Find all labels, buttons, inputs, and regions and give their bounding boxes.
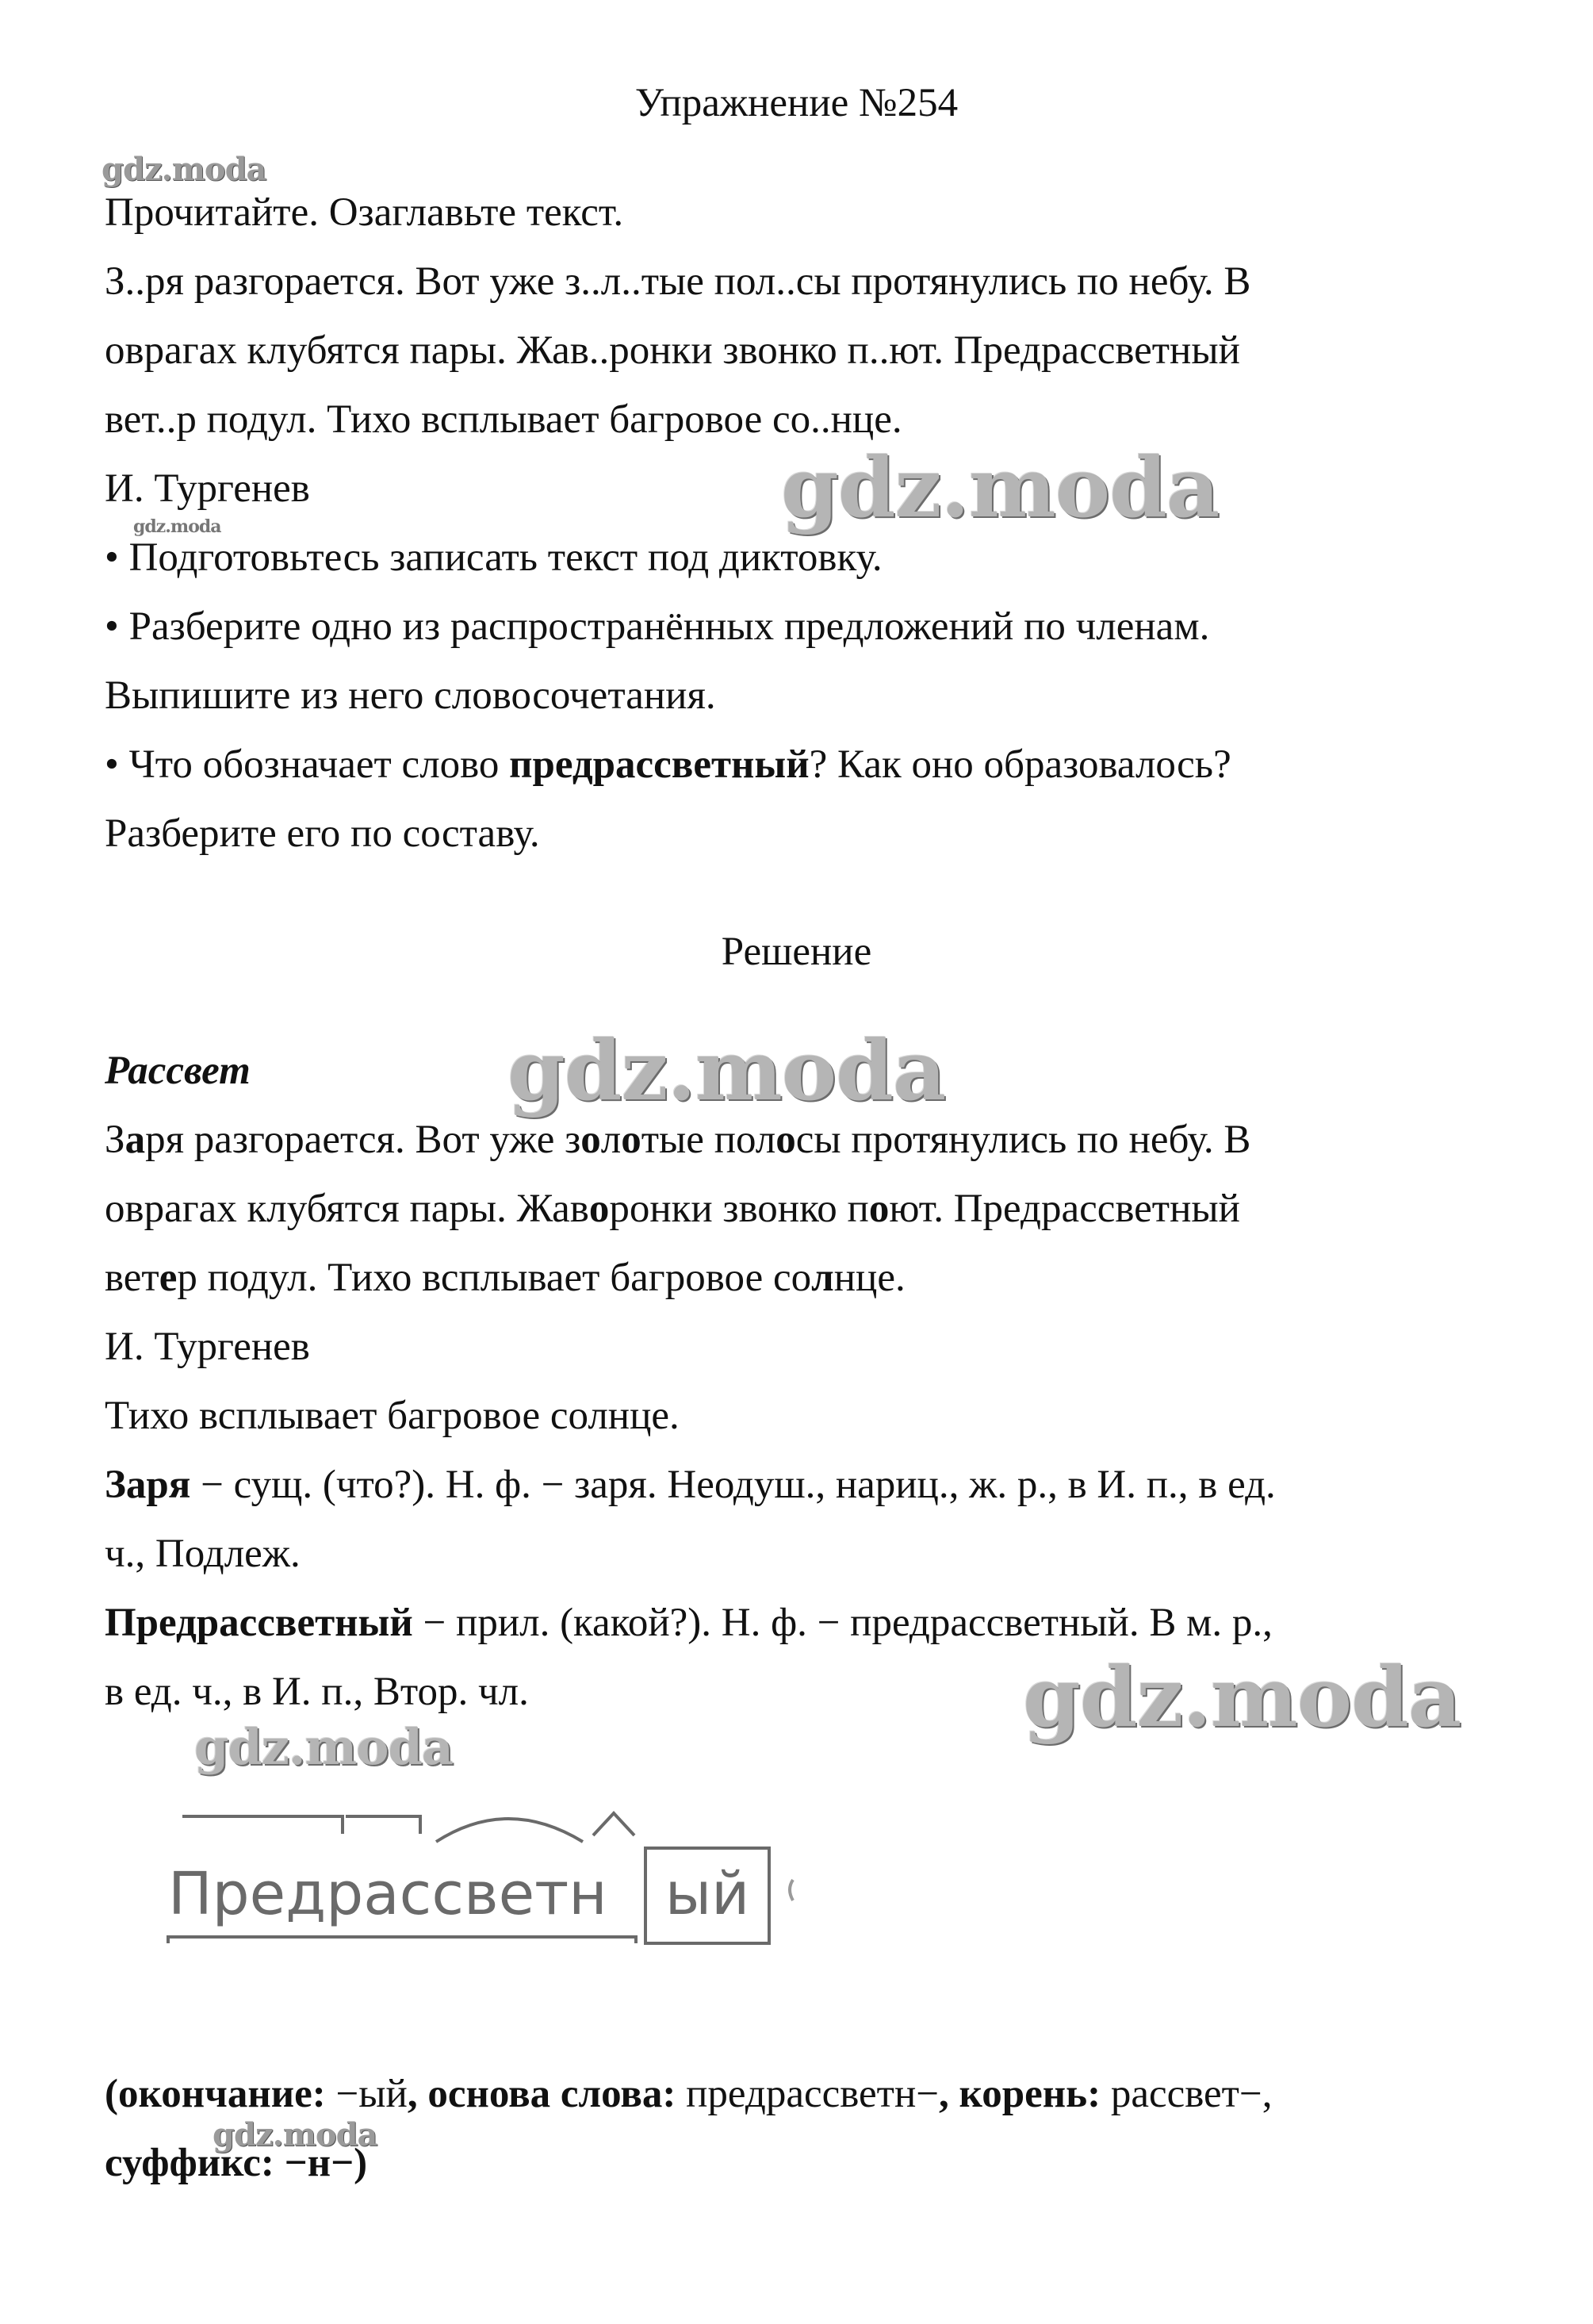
text-run: о [588, 1187, 610, 1231]
watermark-large: gdz.moda [781, 439, 1220, 536]
text-run: а [124, 1118, 146, 1162]
watermark-small: gdz.moda [213, 2116, 377, 2153]
morpheme-diagram [159, 1801, 809, 1943]
bracket-mark [790, 1880, 793, 1900]
task-word-question-pre: • Что обозначает слово [105, 742, 510, 787]
pred-analysis [105, 1599, 1500, 1647]
text-run: рассвет−, [1101, 2072, 1273, 2116]
morpheme-stem: Предрассветн [168, 1860, 607, 1928]
watermark-large: gdz.moda [1023, 1648, 1461, 1746]
solution-heading: Решение [721, 930, 872, 974]
text-run: З [105, 1118, 125, 1162]
watermark-medium: gdz.moda [194, 1718, 453, 1776]
text-run: о [775, 1118, 796, 1162]
prefix-mark [346, 1816, 420, 1834]
exercise-author: И. Тургенев [105, 466, 310, 511]
exercise-text-line: оврагах клубятся пары. Жав..ронки звонко п..ют. Предрассветный [105, 328, 1240, 373]
text-run: р подул. Тихо всплывает багровое со [177, 1256, 812, 1300]
task-word-question-post: ? Как оно образовалось? [809, 742, 1231, 787]
zarya-word: Заря [105, 1463, 191, 1507]
pred-desc: − прил. (какой?). Н. ф. − предрассветный. В м. р., [412, 1601, 1273, 1645]
text-run: о [621, 1118, 641, 1162]
pred-analysis-line2: в ед. ч., в И. п., Втор. чл. [105, 1670, 529, 1714]
solution-text-line [105, 1116, 1500, 1164]
text-run: предрассветн− [676, 2072, 939, 2116]
solution-title: Рассвет [105, 1049, 251, 1093]
exercise-text-line: вет..р подул. Тихо всплывает багровое со..нце. [105, 397, 902, 442]
task-word-question-line2: Разберите его по составу. [105, 811, 540, 856]
stem-mark [168, 1937, 636, 1943]
text-run: нце. [833, 1256, 906, 1300]
text-run: ют. Предрассветный [889, 1187, 1240, 1231]
task-word-bold: предрассветный [509, 742, 810, 787]
watermark-large: gdz.moda [507, 1022, 946, 1119]
text-run: л [811, 1256, 834, 1300]
solution-text-line [105, 1254, 1500, 1302]
pred-word: Предрассветный [105, 1601, 413, 1645]
text-run: оврагах клубятся пары. Жав [105, 1187, 589, 1231]
text-run: −н−) [274, 2141, 368, 2185]
text-run: сы протянулись по небу. В [795, 1118, 1251, 1162]
parse-result-line [105, 2070, 1500, 2118]
text-run: суффикс: [105, 2141, 274, 2185]
text-run: вет [105, 1256, 159, 1300]
root-mark [436, 1819, 583, 1842]
solution-sentence: Тихо всплывает багровое солнце. [105, 1394, 680, 1438]
exercise-title: Упражнение №254 [634, 81, 959, 125]
exercise-instruction: Прочитайте. Озаглавьте текст. [105, 190, 624, 235]
text-run: −ый [325, 2072, 408, 2116]
watermark-tiny: gdz.moda [133, 516, 221, 537]
text-run: тые пол [641, 1118, 776, 1162]
zarya-analysis [105, 1461, 1500, 1509]
text-run: е [159, 1256, 178, 1300]
watermark-small: gdz.moda [101, 151, 266, 188]
morpheme-ending: ый [644, 1847, 771, 1945]
prefix-mark [182, 1816, 343, 1834]
task-parse-line: • Разберите одно из распространённых предложений по членам. [105, 604, 1210, 649]
text-run: , корень: [939, 2072, 1101, 2116]
text-run: , основа слова: [407, 2072, 676, 2116]
text-run: л [600, 1118, 622, 1162]
solution-author: И. Тургенев [105, 1325, 310, 1369]
task-parse-line: Выпишите из него словосочетания. [105, 673, 716, 718]
solution-text-line [105, 1185, 1500, 1233]
exercise-text-line: З..ря разгорается. Вот уже з..л..тые пол..сы протянулись по небу. В [105, 259, 1251, 304]
parse-result-line [105, 2139, 1500, 2187]
task-word-question [105, 741, 1500, 788]
text-run: ря разгорается. Вот уже з [145, 1118, 581, 1162]
suffix-mark [593, 1813, 634, 1835]
text-run: о [580, 1118, 601, 1162]
zarya-analysis-line2: ч., Подлеж. [105, 1532, 301, 1576]
text-run: о [868, 1187, 890, 1231]
zarya-desc: − сущ. (что?). Н. ф. − заря. Неодуш., нариц., ж. р., в И. п., в ед. [190, 1463, 1276, 1507]
task-dictation: • Подготовьтесь записать текст под диктовку. [105, 535, 883, 580]
text-run: (окончание: [105, 2072, 326, 2116]
text-run: ронки звонко п [609, 1187, 869, 1231]
